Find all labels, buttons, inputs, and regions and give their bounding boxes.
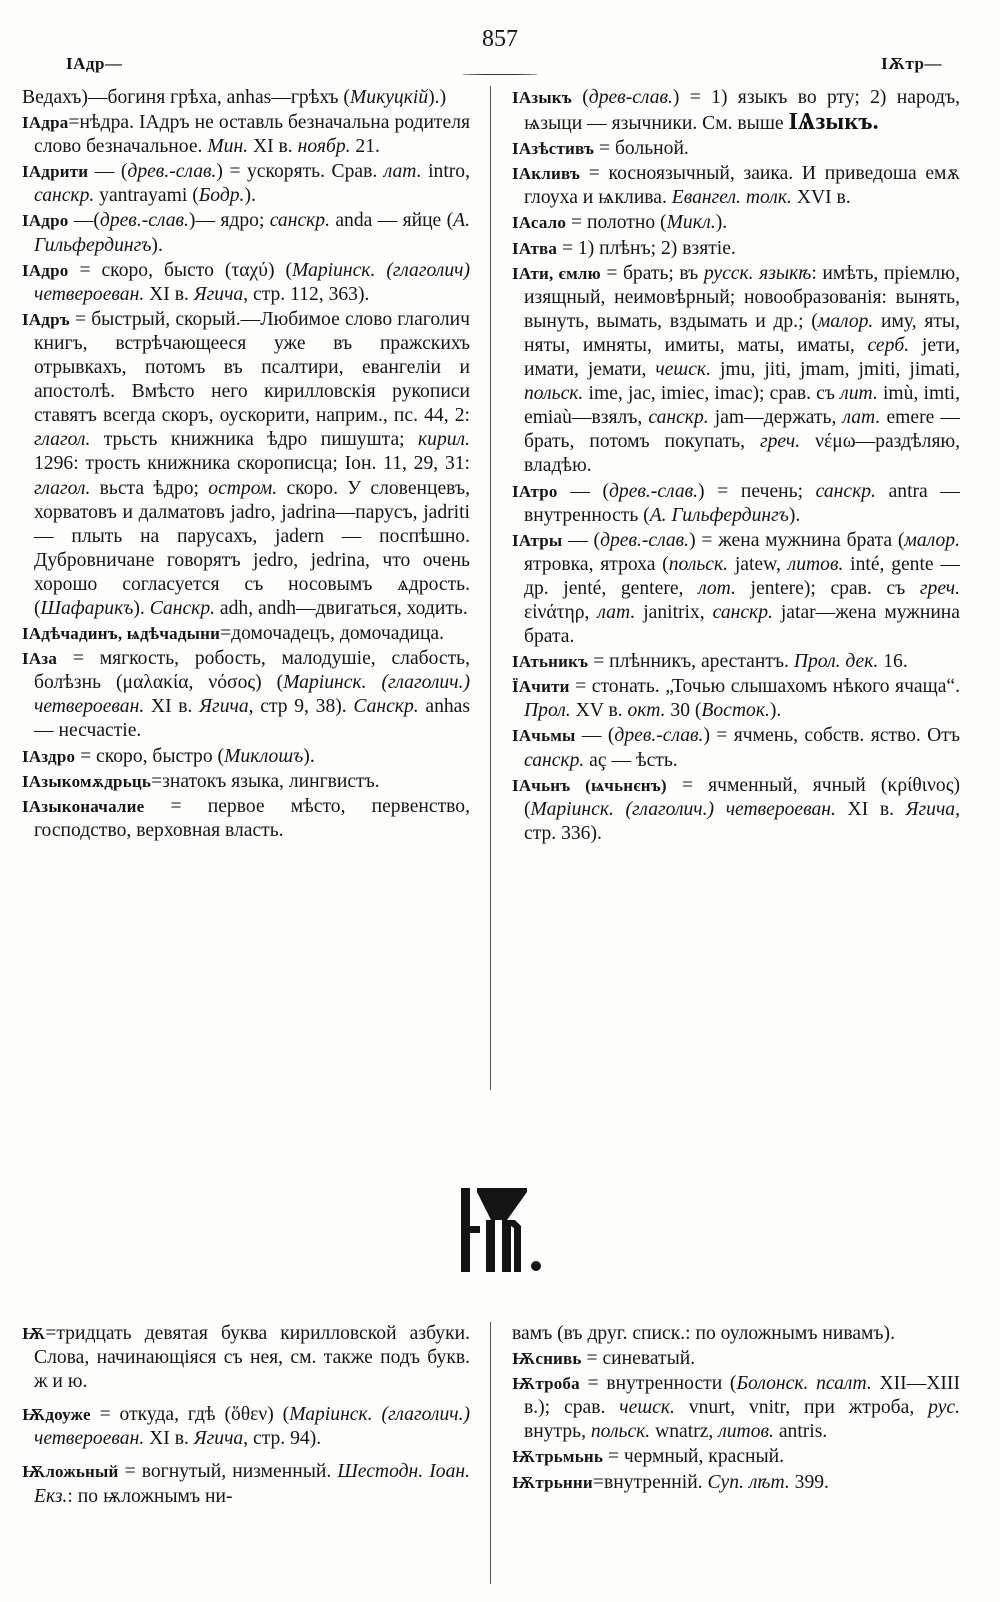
dictionary-entry [512,262,960,479]
entry-text: XI в. [144,1428,194,1450]
entry-text: —( [68,210,100,232]
dictionary-entry [512,774,960,846]
entry-text: =нѣдра. ІАдръ не оставль безначальна родителя слово безначальное. [34,112,470,158]
entry-text: = синеватый. [581,1348,696,1370]
page-number: 857 [482,26,518,52]
entry-text: =внутренній. [592,1471,708,1493]
dictionary-entry [512,237,960,261]
entry-text: = откуда, гдѣ (ὅθεν) ( [90,1404,290,1426]
entry-citation: Ягича [199,696,249,718]
entry-text: 30 ( [665,700,702,722]
entry-citation: Ягича [905,798,956,820]
entry-citation: санскр. [815,480,876,502]
entry-headword: ЇАчити [512,677,570,697]
entry-text: ). [715,212,728,234]
entry-text: — ( [562,529,601,551]
entry-headword: ІАтва [512,238,558,258]
entry-text: = брать; въ [600,262,704,284]
entry-text: anda — яйце ( [330,210,454,232]
entry-citation: Восток. [701,700,770,722]
entry-crossref-headword: ІѦзыкъ. [788,109,879,136]
entry-text: = стонать. „Точью слышахомъ нѣкого ячаща“. [569,676,960,698]
entry-text: , стр. 336). [524,798,960,844]
entry-citation: Ягича [193,283,244,305]
entry-headword: ІАзыконачалие [22,796,145,816]
entry-text: jentere); срав. съ [735,577,920,599]
entry-text: XI в. [248,136,298,158]
dictionary-entry [22,308,470,621]
entry-headword: ІАдѣчадинъ, ѩдѣчадыни [22,624,221,644]
entry-citation: лот. [698,577,736,599]
dictionary-entry [22,86,470,110]
entry-citation: чешск. [619,1397,675,1419]
dictionary-entry [22,745,470,769]
dictionary-entry [512,1445,960,1469]
entry-citation: санскр. [712,601,773,623]
entry-headword: Ѭ [22,1324,46,1343]
entry-text: ime, jac, imiec, imac); срав. съ [583,383,841,405]
entry-citation: санскр. [34,185,95,207]
entry-text: иму, яты, няты, имняты, имиты, маты, иматы, [524,310,960,356]
entry-text: )— ядро; [188,210,270,232]
entry-citation: Микл. [666,212,716,234]
page-header [0,18,1000,78]
entry-citation: польск. [590,1421,651,1443]
entry-citation: Мин. [207,136,249,158]
entry-headword: Ѭтрьмьнь [512,1447,604,1467]
dictionary-entry [512,1471,960,1495]
dictionary-entry [512,529,960,649]
entry-text: ). [769,700,782,722]
entry-text: νέμω—раздѣляю, владѣю. [524,431,961,477]
dictionary-entry [512,1347,960,1371]
entry-citation: Маріинск. (глаголич) четвероеван. [34,259,470,305]
entry-citation: русск. языкѣ [703,262,812,284]
entry-citation: кирил. [418,429,470,451]
entry-text: = скоро, бысто (ταχύ) ( [68,259,292,281]
entry-text: XI в. [144,696,200,718]
entry-citation: древ.-слав. [127,161,217,183]
entry-text: imù, imti, emiaù—взялъ, [524,383,960,429]
entry-text: внутрь, [524,1421,591,1443]
entry-citation: лат. [383,161,422,183]
entry-text: = вогнутый, низменный. [118,1461,338,1483]
entry-text: = быстрый, скорый.—Любимое слово глаголич книгъ, встрѣчающееся уже въ пражскихъ отрывкахъ, потомъ въ псалтири, евангеліи и апостолѣ. Вмѣсто него кирилловскія рукописи ставятъ всегда скоръ, оускорити, наприм., пс. 44, 2: [34,308,470,427]
entry-citation: древ.-слав. [99,210,189,232]
entry-headword: ІАчьмы [512,726,576,746]
dictionary-entry [512,1372,960,1444]
entry-headword: ІАдро [22,211,69,231]
entry-citation: рус. [928,1397,960,1419]
entry-citation: Бодр. [198,185,245,207]
entry-headword: ІАзыкъ [512,88,572,107]
entry-citation: Санскр. [149,597,216,619]
running-head-right: ІѪтр— [881,54,942,73]
entry-citation: малор. [817,310,874,332]
entry-citation: древ.-слав. [614,725,704,747]
entry-text: adh, andh—двигаться, ходить. [215,597,468,619]
entry-citation: Прол. дек. [793,651,879,673]
entry-text: 399. [789,1471,829,1493]
dictionary-entry [512,86,960,136]
entry-headword: ІАздро [22,746,76,766]
entry-citation: глагол. [34,429,91,451]
entry-citation: Маріинск. (глаголич.) четвероеван. [34,672,471,718]
entry-text: XI в. [835,798,906,820]
entry-text: = плѣнникъ, арестантъ. [588,651,794,673]
entry-text: jam—держать, [708,407,843,429]
entry-citation: польск. [524,383,584,405]
entry-text: antris. [773,1421,828,1443]
entry-text: XI в. [144,283,194,305]
entry-headword: Ѭтроба [512,1374,580,1394]
dictionary-entry [22,111,470,159]
entry-text: intro, [421,161,470,183]
column-top-left [22,86,470,844]
entry-citation: Шафарикъ [40,597,134,619]
dictionary-entry [22,1322,470,1394]
entry-text: = скоро, быстро ( [75,745,225,767]
entry-text: = больной. [594,138,689,160]
entry-citation: остром. [208,477,278,499]
entry-text: jatew, [728,553,788,575]
column-top-right [512,86,960,847]
entry-text: = чермный, красный. [603,1446,785,1468]
entry-text: — ( [88,161,128,183]
entry-text: =тридцать девятая буква кирилловской азбуки. Слова, начинающіяся съ нея, см. также подъ букв. ж и ю. [34,1323,470,1393]
entry-text: ) = печень; [698,480,816,502]
entry-headword: ІАтры [512,530,563,550]
dictionary-entry [22,647,470,743]
entry-headword: ІАкливъ [512,164,581,184]
entry-citation: древ.-слав. [609,480,699,502]
dictionary-entry [512,724,960,772]
entry-citation: санскр. [648,407,709,429]
entry-text: ( [571,87,589,108]
entry-text: ) = жена мужнина брата ( [689,529,905,551]
entry-text: ).) [428,87,447,108]
entry-text: janitrix, [635,601,713,623]
entry-text: ). [244,185,256,207]
entry-headword: ІАза [22,649,58,669]
entry-text: antra — внутренность ( [524,480,960,526]
entry-citation: лат. [842,407,881,429]
entry-citation: древ.-слав. [600,529,690,551]
entry-text: 1296: трость книжника скорописца; Іон. 11, 29, 31: [34,453,470,475]
entry-text: = полотно ( [566,212,667,234]
entry-headword: Ѭложьный [22,1462,119,1482]
entry-text: emere — брать, потомъ покупать, [524,407,961,453]
running-head-left: ІАдр— [66,54,123,73]
entry-text: =домочадецъ, домочадица. [220,623,445,645]
dictionary-entry [22,1403,470,1451]
entry-text: , стр. 112, 363). [243,283,370,305]
entry-citation: литов. [787,553,844,575]
dictionary-entry [512,675,960,723]
entry-headword: ІАдрити [22,162,89,182]
entry-headword: ІАтьникъ [512,652,589,672]
dictionary-entry [22,1460,470,1508]
entry-text: aç — ѣсть. [584,749,678,771]
entry-text: XII—XIII в.); срав. [524,1373,960,1419]
entry-text: anhas — несчастіе. [34,696,470,742]
entry-text: , стр 9, 38). [248,696,354,718]
entry-citation: Прол. [524,700,571,722]
entry-text: ). [788,504,801,526]
entry-text: εἰνάτηρ, [524,601,598,623]
dictionary-entry [512,162,960,210]
entry-text: — ( [557,480,609,502]
entry-citation: древ-слав. [588,87,673,108]
entry-text: = косноязычный, заика. И приведоша емѫ глоуха и ѩклива. [524,163,960,209]
entry-text: трьсть книжника ѣдро пишушта; [90,429,418,451]
entry-headword: ІАдро [22,260,69,280]
entry-citation: чешск. [655,359,711,381]
entry-citation: окт. [627,700,666,722]
entry-text: Ведахъ)—богиня грѣха, anhas—грѣхъ ( [22,87,350,108]
entry-text: 16. [878,651,908,673]
dictionary-entry [512,480,960,528]
entry-citation: Маріинск. (глаголич.) четвероеван. [530,798,836,820]
entry-text: wnatrz, [650,1421,719,1443]
entry-headword: ІАдра [22,113,69,133]
entry-citation: санскр. [524,749,585,771]
entry-text: XVI в. [791,187,851,209]
dictionary-entry [22,259,470,307]
dictionary-entry [22,622,470,646]
dictionary-entry [22,770,470,794]
entry-text: : имѣть, пріемлю, изящный, неимовѣрный; новообразованія: вынять, вынуть, вымать, вздымать и др.; ( [524,262,960,332]
entry-text: yantrayami ( [94,185,199,207]
section-letter [455,1180,545,1280]
entry-citation: санскр. [269,210,330,232]
entry-citation: лит. [840,383,878,405]
entry-text: jети, имати, jемати, [524,334,960,381]
entry-citation: глагол. [34,477,91,499]
section-letter-glyph [455,1180,545,1280]
entry-citation: Ягича [193,1428,244,1450]
entry-headword: Ѭдоуже [22,1405,91,1425]
entry-headword: Ѭтрьнни [512,1472,593,1492]
entry-headword: ІАзѣстивъ [512,139,595,159]
entry-citation: серб. [867,334,910,356]
dictionary-entry [22,795,470,843]
entry-text: ). [133,597,150,619]
dictionary-entry [22,160,470,208]
entry-headword: Ѭснивь [512,1349,582,1369]
dictionary-entry [512,650,960,674]
entry-text: — ( [575,725,615,747]
entry-text: XV в. [570,700,628,722]
entry-text: = ячменный, ячный (κρίθινος) ( [524,774,960,820]
entry-citation: Шестодн. Іоан. Екз. [34,1461,470,1507]
entry-text: ) = ускорять. Срав. [216,161,384,183]
column-bottom-right [512,1322,960,1496]
entry-text: jmu, jiti, jmam, jmiti, jimati, [711,359,960,381]
dictionary-entry [22,209,470,257]
entry-headword: ІАчьнъ (ѩчьнєнъ) [512,775,667,795]
entry-text: = мягкость, робость, малодушіе, слабость, болѣзнь (μαλακία, νόσος) ( [34,648,470,694]
entry-citation: Миклошъ [224,745,304,767]
entry-text: вамъ (въ друг. списк.: по оуложнымъ нивамъ). [512,1323,895,1344]
entry-headword: ІАти, ємлю [512,263,601,283]
entry-citation: лат. [597,601,636,623]
entry-text: ). [303,745,315,767]
entry-citation: литов. [718,1421,774,1443]
dictionary-entry [512,1322,960,1346]
dictionary-entry [512,137,960,161]
entry-citation: А. Гильфердингъ [34,210,470,256]
entry-text: ятровка, ятроха ( [524,553,669,575]
page-number-rule [462,74,538,75]
entry-text: ) = 1) языкъ во рту; 2) народъ, ѩзыци — язычники. См. выше [524,87,960,135]
entry-text: ) = ячмень, собств. яство. Отъ [703,725,960,747]
column-divider-top [490,86,491,1090]
entry-headword: ІАсало [512,213,567,233]
entry-text: inté, gente — др. jenté, gentere, [524,553,960,599]
entry-citation: Суп. лѣт. [707,1471,790,1493]
entry-text: : по ѭложнымъ ни- [67,1485,233,1507]
column-bottom-left [22,1322,470,1510]
entry-citation: Евангел. толк. [671,187,792,209]
entry-text: = внутренности ( [579,1373,737,1395]
entry-text: ). [151,234,163,256]
dictionary-entry [512,211,960,235]
entry-text: jatar—жена мужнина брата. [524,601,960,648]
entry-headword: ІАтро [512,481,558,501]
entry-text: = первое мѣсто, первенство, господство, верховная власть. [34,795,470,841]
column-divider-bottom [490,1322,491,1584]
entry-citation: греч. [919,577,961,599]
entry-citation: Санскр. [353,696,419,718]
entry-citation: Болонск. псалт. [736,1373,872,1395]
entry-citation: Маріинск. (глаголич.) четвероеван. [34,1404,471,1450]
entry-headword: ІАдръ [22,309,70,329]
entry-text: скоро. У словенцевъ, хорватовъ и далматовъ jadro, jadrina—парусъ, jadriti — плыть на парусахъ, jadern — поспѣшно. Дубровничане говорятъ jedro, jedrina, что очень хорошо согласуется съ носовымъ ѧдрость. ( [34,477,470,619]
entry-citation: ноябр. [297,136,351,158]
entry-citation: А. Гильфердингъ [649,504,789,526]
entry-citation: малор. [904,529,960,551]
entry-headword: ІАзыкомѫдрьць [22,771,152,791]
entry-text: , стр. 94). [243,1428,322,1450]
entry-text: вьста ѣдро; [90,477,209,499]
entry-text: 21. [350,136,380,158]
entry-citation: греч. [759,431,801,453]
entry-text: =знатокъ языка, лингвистъ. [151,770,380,792]
entry-citation: Микуцкій [349,87,429,108]
entry-text: vnurt, vnitr, при жтроба, [674,1397,929,1419]
entry-citation: польск. [668,553,729,575]
entry-text: = 1) плѣнъ; 2) взятіе. [557,237,736,259]
